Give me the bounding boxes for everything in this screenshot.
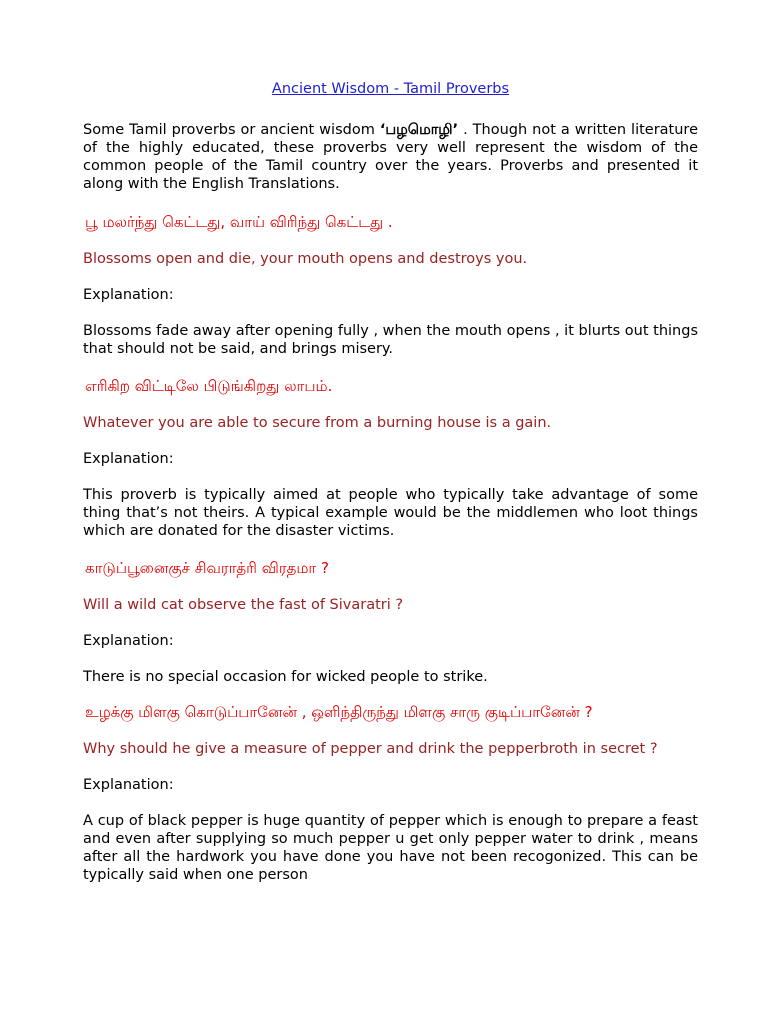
proverb-1-explanation: Blossoms fade away after opening fully , when the mouth opens , it blurts out things that should not be said, and brings misery.: [83, 323, 698, 357]
document-title: Ancient Wisdom - Tamil Proverbs: [271, 81, 510, 97]
proverb-2-tamil: எரிகிற விட்டிலே பிடுங்கிறது லாபம்.: [85, 377, 333, 395]
proverb-3-tamil: காடுப்பூனைகுச் சிவராத்ரி விரதமா ?: [85, 559, 329, 577]
document-page: [83, 78, 698, 884]
proverb-1-tamil: பூ மலர்ந்து கெட்டது, வாய் விரிந்து கெட்டது .: [85, 213, 393, 231]
proverb-4-translation: Why should he give a measure of pepper and drink the pepperbroth in secret ?: [83, 741, 658, 757]
proverb-3-translation: Will a wild cat observe the fast of Sivaratri ?: [83, 597, 404, 613]
proverb-4-explanation-label: Explanation:: [83, 777, 174, 793]
proverb-2-explanation-label: Explanation:: [83, 451, 174, 467]
proverb-2-explanation: This proverb is typically aimed at people who typically take advantage of some thing that’s not theirs. A typical example would be the middlemen who loot things which are donated for the disaster victims.: [83, 487, 698, 539]
intro-tamil-quote: ‘பழமொழி’: [379, 122, 459, 138]
proverb-3-explanation: There is no special occasion for wicked people to strike.: [83, 669, 488, 685]
proverb-1-translation: Blossoms open and die, your mouth opens and destroys you.: [83, 251, 528, 267]
intro-paragraph: [83, 121, 698, 193]
intro-text-rest: . Though not a written literature of the highly educated, these proverbs very well represent the wisdom of the common people of the Tamil country over the years. Proverbs and presented it along with the English Translations.: [83, 122, 698, 192]
proverb-4-explanation: A cup of black pepper is huge quantity of pepper which is enough to prepare a feast and even after supplying so much pepper u get only pepper water to drink , means after all the hardwork you have done you have not been recogonized. This can be typically said when one person: [83, 813, 698, 883]
proverb-1-explanation-label: Explanation:: [83, 287, 174, 303]
intro-text-start: Some Tamil proverbs or ancient wisdom: [83, 122, 380, 138]
proverb-3-explanation-label: Explanation:: [83, 633, 174, 649]
proverb-2-translation: Whatever you are able to secure from a burning house is a gain.: [83, 415, 552, 431]
proverb-4-tamil: உழக்கு மிளகு கொடுப்பானேன் , ஒளிந்திருந்து மிளகு சாரு குடிப்பானேன் ?: [85, 703, 593, 721]
